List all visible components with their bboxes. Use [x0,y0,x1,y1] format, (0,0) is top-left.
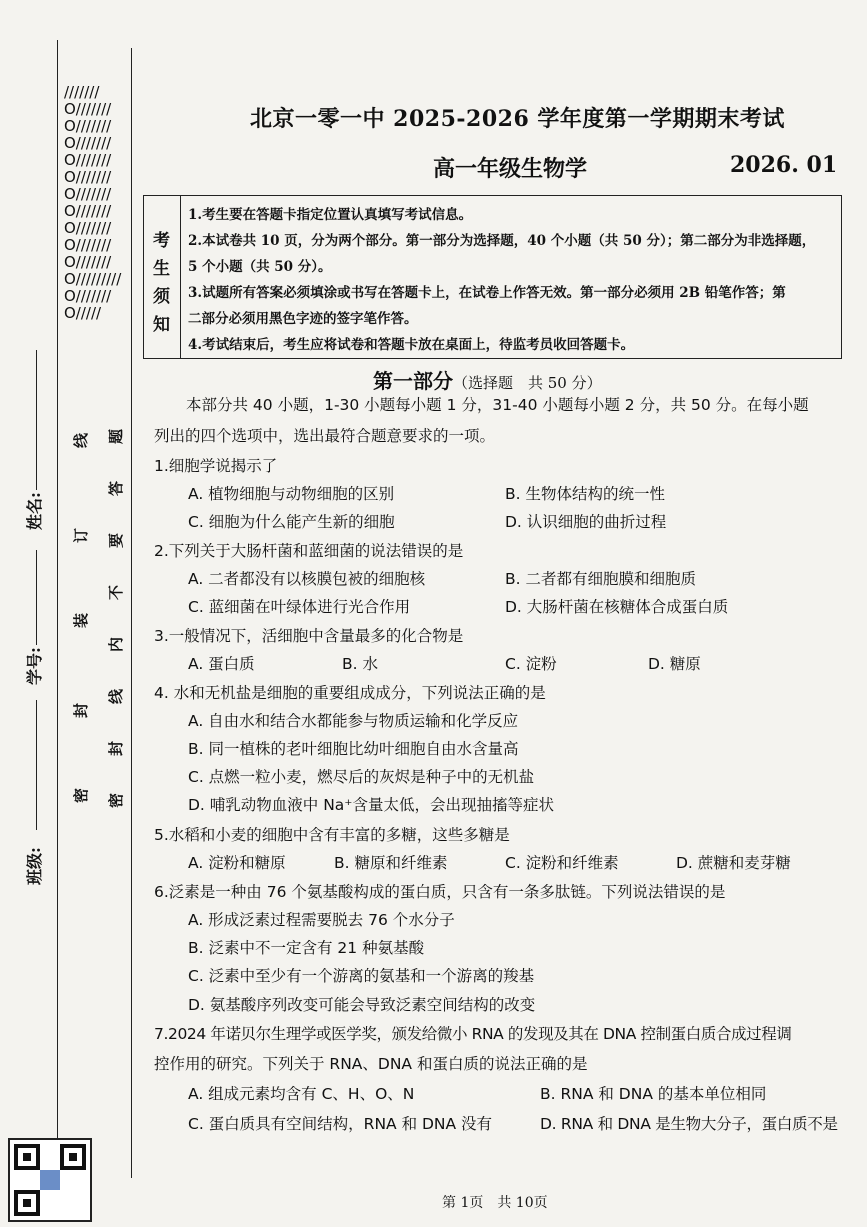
option: C. 细胞为什么能产生新的细胞 [188,513,395,531]
seal-char: 密 [107,792,126,809]
notice-line: 5 个小题（共 50 分）。 [188,259,332,275]
question-stem: 7.2024 年诺贝尔生理学或医学奖，颁发给微小 RNA 的发现及其在 DNA 控制蛋白质合成过程调 [154,1025,792,1043]
seal-char: 要 [107,532,126,549]
section-title-text: 第一部分 [373,369,453,393]
question-stem-continued: 控作用的研究。下列关于 RNA、DNA 和蛋白质的说法正确的是 [154,1055,588,1073]
section-intro-line2: 列出的四个选项中，选出最符合题意要求的一项。 [154,427,496,445]
option: C. 蛋白质具有空间结构，RNA 和 DNA 没有 [188,1115,493,1133]
seal-char: 题 [107,428,126,445]
seal-char: 密 [72,787,91,804]
option: B. 糖原和纤维素 [334,854,448,872]
question-stem: 1.细胞学说揭示了 [154,457,278,475]
exam-title: 北京一零一中 2025-2026 学年度第一学期期末考试 [250,106,785,132]
seal-char: 封 [107,740,126,757]
notice-label-char: 生 [153,259,170,279]
option: A. 蛋白质 [188,655,255,673]
page-footer: 第 1页 共 10页 [442,1195,548,1211]
question-stem: 6.泛素是一种由 76 个氨基酸构成的蛋白质，只含有一条多肽链。下列说法错误的是 [154,883,726,901]
option: D. 认识细胞的曲折过程 [505,513,667,531]
notice-label [144,196,181,358]
option: C. 淀粉和纤维素 [505,854,619,872]
option: A. 组成元素均含有 C、H、O、N [188,1085,415,1103]
binding-line-left [57,40,58,1190]
name-label: 姓名: [25,492,44,530]
question-stem: 5.水稻和小麦的细胞中含有丰富的多糖，这些多糖是 [154,826,510,844]
notice-line: 1.考生要在答题卡指定位置认真填写考试信息。 [188,207,473,223]
option: B. 泛素中不一定含有 21 种氨基酸 [188,939,425,957]
option: C. 蓝细菌在叶绿体进行光合作用 [188,598,411,616]
option: A. 植物细胞与动物细胞的区别 [188,485,395,503]
section-title-note: （选择题 共 50 分） [453,374,602,392]
option: A. 自由水和结合水都能参与物质运输和化学反应 [188,712,519,730]
notice-line: 二部分必须用黑色字迹的签字笔作答。 [188,311,418,327]
seal-char: 答 [107,480,126,497]
option: A. 淀粉和糖原 [188,854,286,872]
id-label: 学号: [25,647,44,685]
id-underline [36,550,37,645]
seal-char: 内 [107,636,126,653]
option: D. 蔗糖和麦芽糖 [676,854,791,872]
notice-label-char: 考 [153,231,170,251]
seal-char: 装 [72,612,91,629]
option: D. 哺乳动物血液中 Na⁺含量太低，会出现抽搐等症状 [188,796,554,814]
seal-char: 封 [72,702,91,719]
seal-column-outer [72,0,93,804]
class-label: 班级: [25,847,44,885]
qr-code [8,1138,92,1222]
question-stem: 4. 水和无机盐是细胞的重要组成成分，下列说法正确的是 [154,684,546,702]
option: A. 形成泛素过程需要脱去 76 个水分子 [188,911,455,929]
notice-label-char: 知 [153,315,170,335]
option: A. 二者都没有以核膜包被的细胞核 [188,570,426,588]
option: C. 泛素中至少有一个游离的氨基和一个游离的羧基 [188,967,535,985]
notice-text [188,202,838,358]
binding-line-right [131,48,132,1178]
option: B. 二者都有细胞膜和细胞质 [505,570,696,588]
option: B. 同一植株的老叶细胞比幼叶细胞自由水含量高 [188,740,519,758]
option: B. 生物体结构的统一性 [505,485,665,503]
seal-column-inner [107,0,128,809]
seal-char: 线 [72,432,91,449]
candidate-notice-box [143,195,842,359]
notice-line: 4.考试结束后，考生应将试卷和答题卡放在桌面上，待监考员收回答题卡。 [188,337,635,353]
option: D. RNA 和 DNA 是生物大分子，蛋白质不是 [540,1115,838,1133]
option: D. 大肠杆菌在核糖体合成蛋白质 [505,598,729,616]
option: D. 氨基酸序列改变可能会导致泛素空间结构的改变 [188,996,536,1014]
option: D. 糖原 [648,655,701,673]
seal-char: 订 [72,527,91,544]
notice-line: 3.试题所有答案必须填涂或书写在答题卡上，在试卷上作答无效。第一部分必须用 2B 铅笔作答；第 [188,285,786,301]
question-stem: 3.一般情况下，活细胞中含量最多的化合物是 [154,627,464,645]
option: B. RNA 和 DNA 的基本单位相同 [540,1085,767,1103]
class-underline [36,700,37,830]
option: B. 水 [342,655,378,673]
section-intro-line1: 本部分共 40 小题，1-30 小题每小题 1 分，31-40 小题每小题 2 分，共 50 分。在每小题 [186,396,809,414]
seal-char: 线 [107,688,126,705]
notice-line: 2.本试卷共 10 页，分为两个部分。第一部分为选择题，40 个小题（共 50 分）；第二部分为非选择题， [188,233,816,249]
name-underline [36,350,37,490]
exam-subtitle: 高一年级生物学 [433,156,588,182]
binding-slash-pattern: ///////O///////O///////O///////O///////O///////O///////O///////O///////O///////O///////O/////////O///////O///// [64,83,122,322]
notice-label-char: 须 [153,287,170,307]
option: C. 淀粉 [505,655,557,673]
exam-date: 2026. 01 [730,152,838,178]
question-stem: 2.下列关于大肠杆菌和蓝细菌的说法错误的是 [154,542,464,560]
seal-char: 不 [107,584,126,601]
option: C. 点燃一粒小麦，燃尽后的灰烬是种子中的无机盐 [188,768,535,786]
section-title [373,365,602,394]
